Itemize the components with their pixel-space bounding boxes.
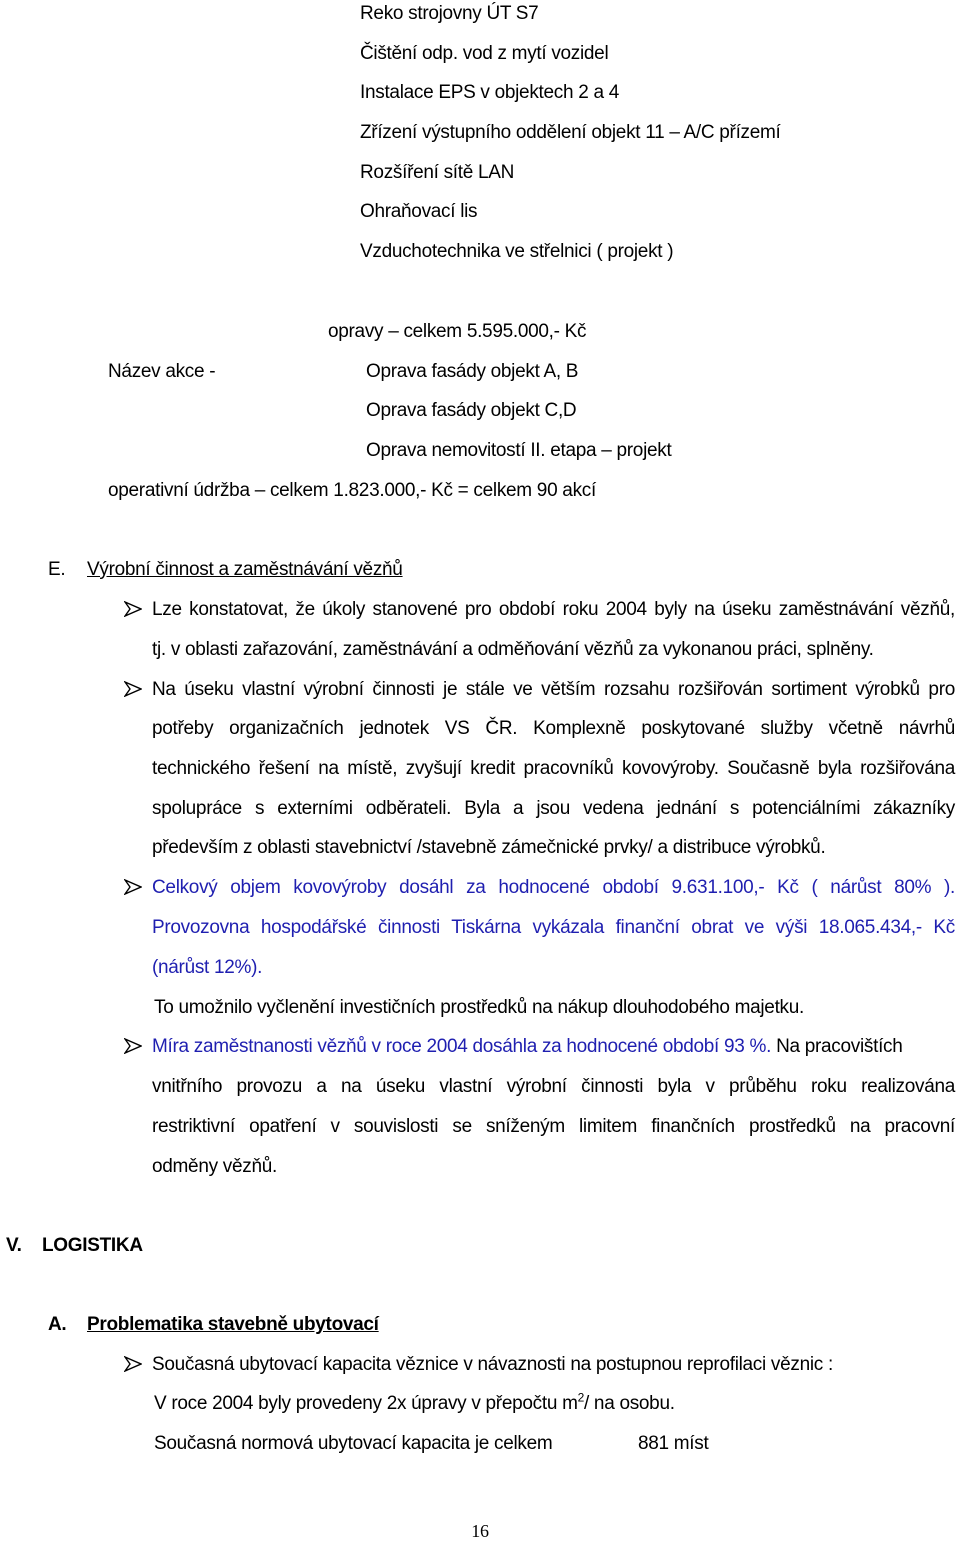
section-e-letter: E. <box>48 559 66 580</box>
project-item: Ohraňovací lis <box>360 201 478 222</box>
chapter-title: LOGISTIKA <box>42 1235 143 1256</box>
paragraph-line: potřeby organizačních jednotek VS ČR. Komplexně poskytované služby včetně návrhů <box>152 718 955 739</box>
area-text: V roce 2004 byly provedeny 2x úpravy v přepočtu m <box>154 1393 578 1414</box>
page-number: 16 <box>471 1521 489 1541</box>
capacity-label: Současná normová ubytovací kapacita je celkem <box>154 1433 553 1454</box>
action-item: Oprava fasády objekt A, B <box>366 361 579 382</box>
project-item: Rozšíření sítě LAN <box>360 162 515 183</box>
repairs-total: opravy – celkem 5.595.000,- Kč <box>328 321 587 342</box>
project-item: Zřízení výstupního oddělení objekt 11 – A/C přízemí <box>360 122 781 143</box>
project-item: Instalace EPS v objektech 2 a 4 <box>360 82 619 103</box>
section-a-letter: A. <box>48 1314 67 1335</box>
paragraph-line: restriktivní opatření v souvislosti se sníženým limitem finančních prostředků na pracovní <box>152 1116 955 1137</box>
paragraph-line-blue: (nárůst 12%). <box>152 957 263 978</box>
employment-rest-text: Na pracovištích <box>771 1036 903 1057</box>
paragraph-line: odměny vězňů. <box>152 1156 277 1177</box>
action-label: Název akce - <box>108 361 216 382</box>
action-item: Oprava fasády objekt C,D <box>366 400 577 421</box>
paragraph-line-mixed <box>152 1036 903 1058</box>
paragraph-line <box>154 1390 675 1415</box>
paragraph-line: především z oblasti stavebnictví /stavebně zámečnické prvky/ a distribuce výrobků. <box>152 837 826 858</box>
project-item: Čištění odp. vod z mytí vozidel <box>360 43 609 64</box>
employment-rate-text: Míra zaměstnanosti vězňů v roce 2004 dosáhla za hodnocené období 93 %. <box>152 1036 772 1057</box>
action-item: Oprava nemovitostí II. etapa – projekt <box>366 440 672 461</box>
paragraph-line: Současná ubytovací kapacita věznice v návaznosti na postupnou reprofilaci věznic : <box>152 1354 833 1375</box>
project-item: Reko strojovny ÚT S7 <box>360 3 539 24</box>
paragraph-line-blue: Celkový objem kovovýroby dosáhl za hodnocené období 9.631.100,- Kč ( nárůst 80% ). <box>152 877 955 898</box>
paragraph-line: Lze konstatovat, že úkoly stanovené pro období roku 2004 byly na úseku zaměstnávání vězňů, <box>152 599 955 620</box>
chapter-number: V. <box>6 1235 22 1256</box>
paragraph-line: Na úseku vlastní výrobní činnosti je stále ve větším rozsahu rozšiřován sortiment výrobků pro <box>152 679 955 700</box>
paragraph-note: To umožnilo vyčlenění investičních prostředků na nákup dlouhodobého majetku. <box>154 997 805 1018</box>
paragraph-line: technického řešení na místě, zvyšují kredit pracovníků kovovýroby. Současně byla rozšiřována <box>152 758 955 779</box>
capacity-value: 881 míst <box>638 1433 709 1454</box>
section-e-title: Výrobní činnost a zaměstnávání vězňů <box>87 559 403 580</box>
paragraph-line: spolupráce s externími odběrateli. Byla a jsou vedena jednání s potenciálními zákazníky <box>152 798 955 819</box>
paragraph-line: vnitřního provozu a na úseku vlastní výrobní činnosti byla v průběhu roku realizována <box>152 1076 955 1097</box>
section-a-title: Problematika stavebně ubytovací <box>87 1314 379 1335</box>
project-item: Vzduchotechnika ve střelnici ( projekt ) <box>360 241 674 262</box>
paragraph-line: tj. v oblasti zařazování, zaměstnávání a odměňování vězňů za vykonanou práci, splněny. <box>152 639 874 660</box>
square-superscript: 2 <box>577 1390 584 1405</box>
maintenance-total: operativní údržba – celkem 1.823.000,- Kč = celkem 90 akcí <box>108 480 596 501</box>
paragraph-line-blue: Provozovna hospodářské činnosti Tiskárna vykázala finanční obrat ve výši 18.065.434,- Kč <box>152 917 955 938</box>
area-text-end: / na osobu. <box>583 1393 675 1414</box>
